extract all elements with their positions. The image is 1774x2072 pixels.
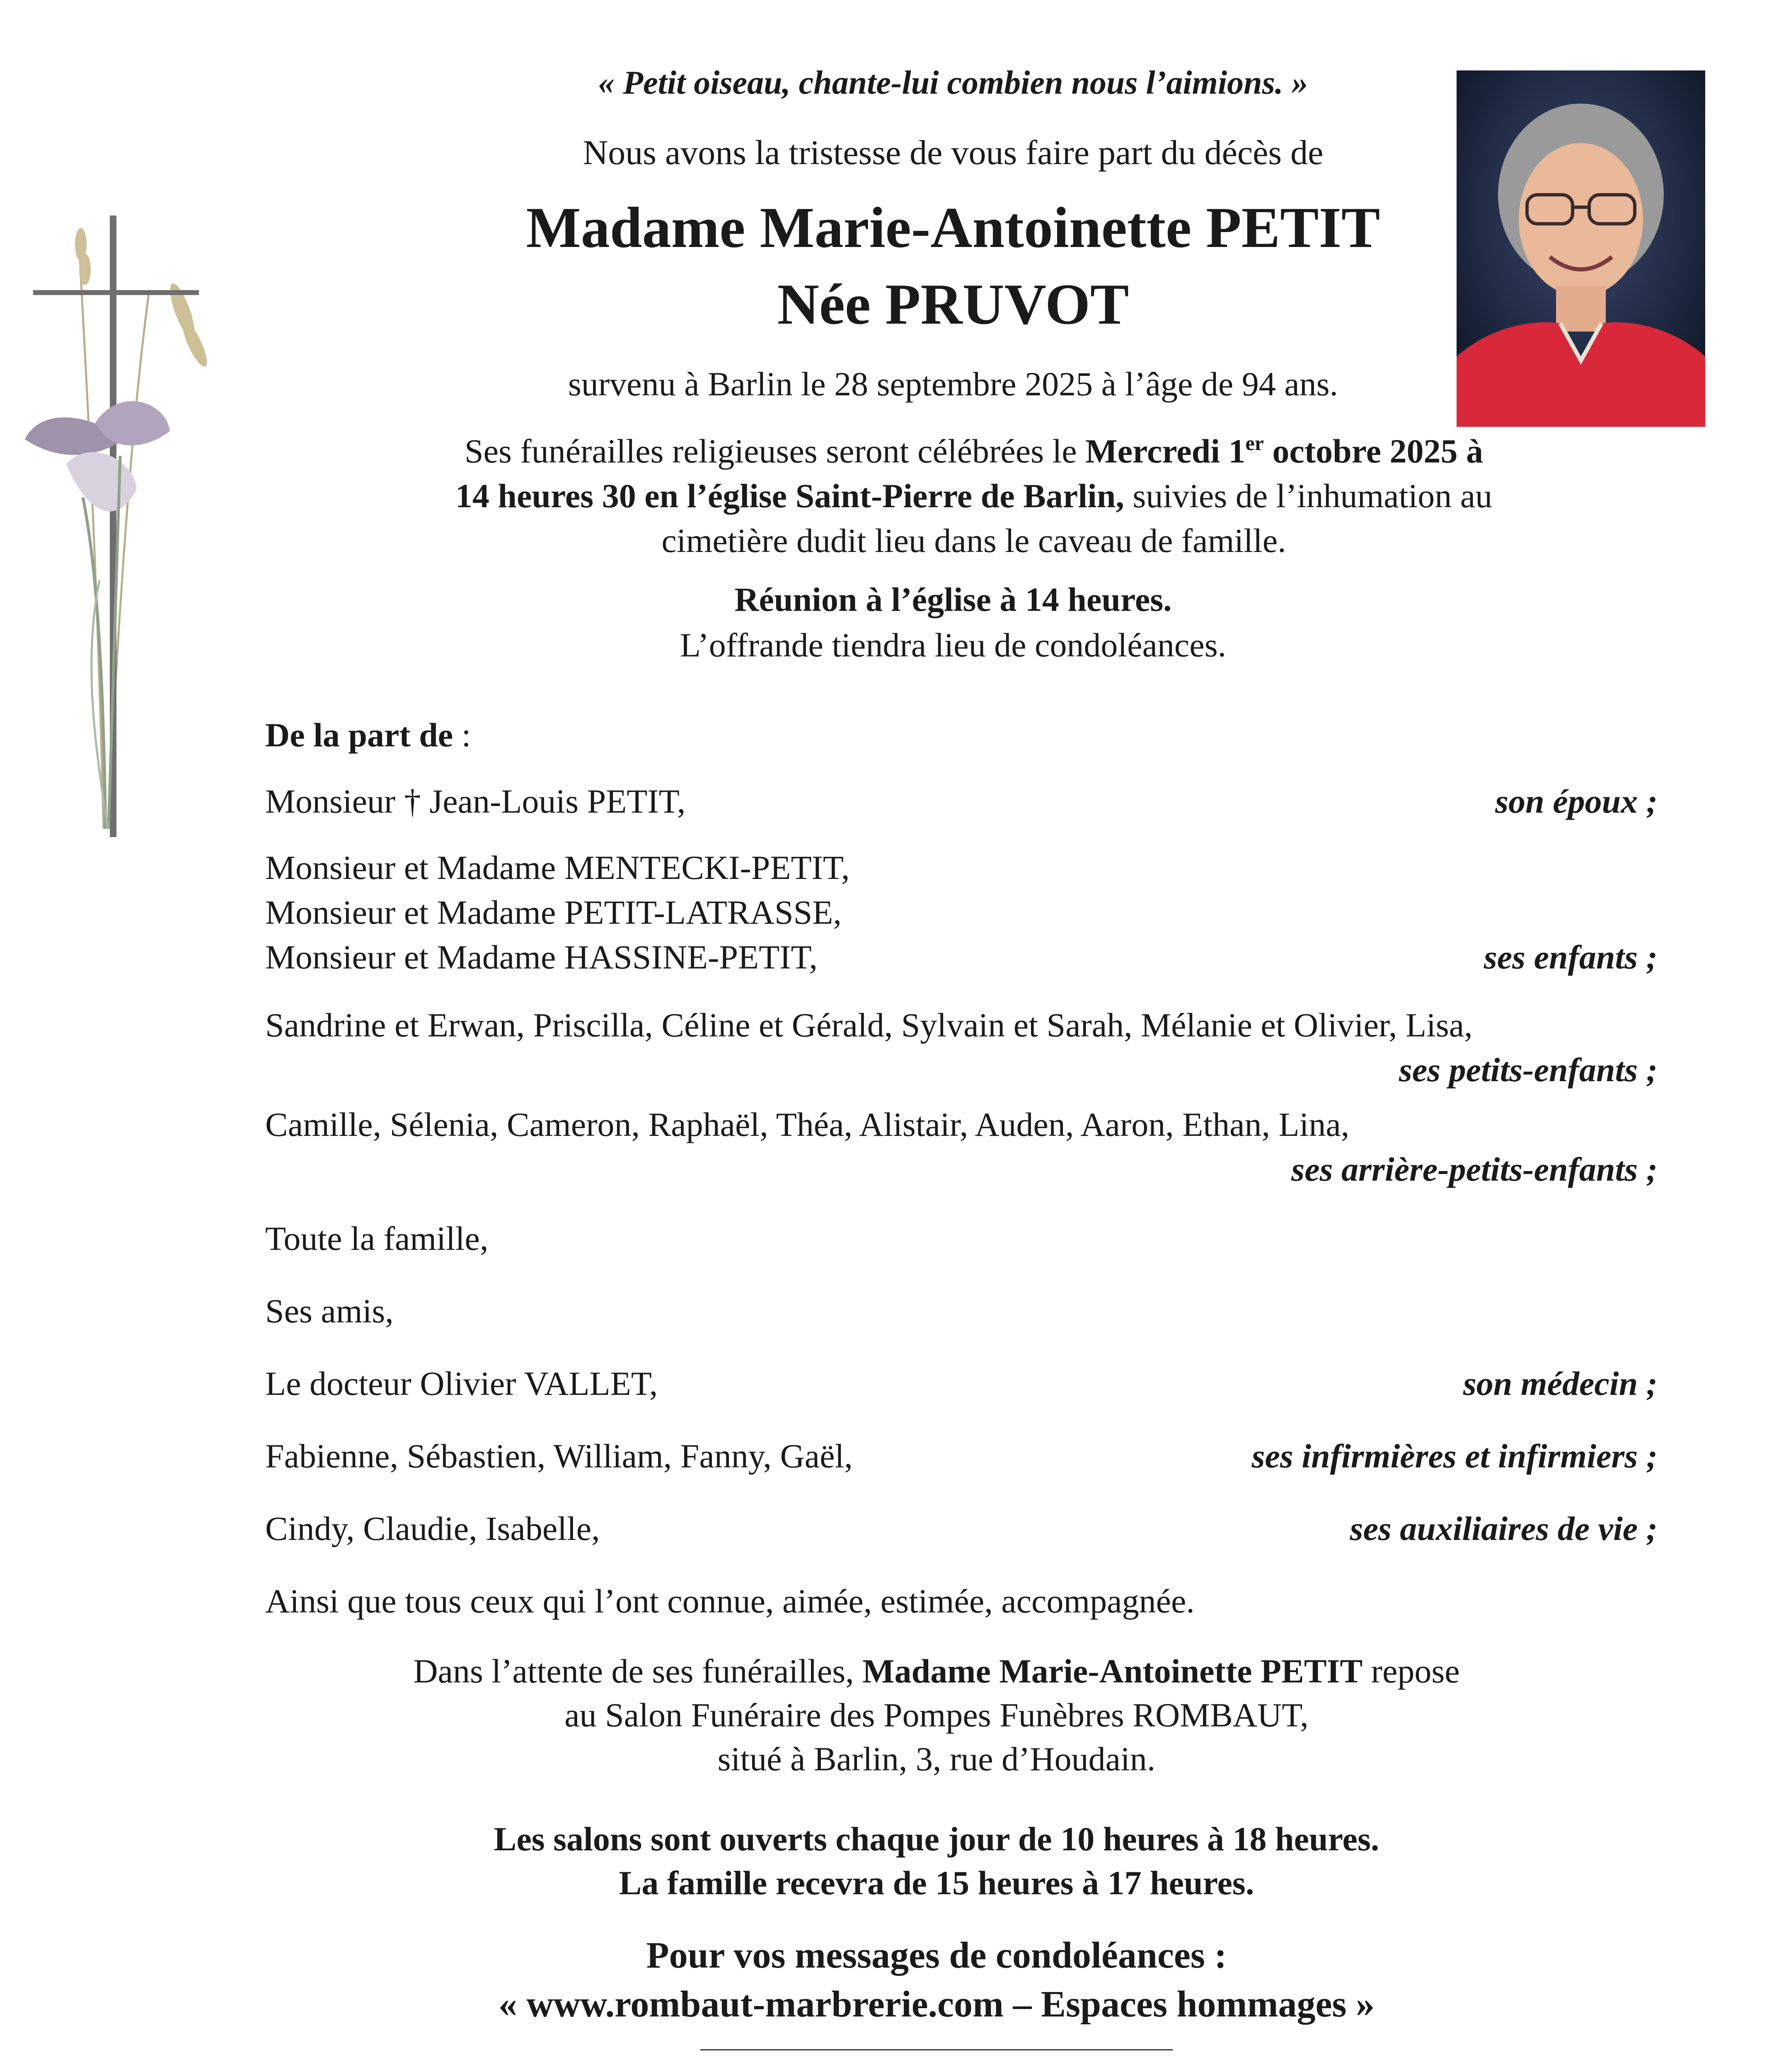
child-line: Monsieur et Madame MENTECKI-PETIT, xyxy=(265,849,850,886)
funeral-time-place: 14 heures 30 en l’église Saint-Pierre de Barlin, xyxy=(455,477,1124,515)
spouse-prefix: Monsieur xyxy=(265,782,404,820)
grandchildren-names: Sandrine et Erwan, Priscilla, Céline et Gérald, Sylvain et Sarah, Mélanie et Olivier, Lisa, xyxy=(265,1006,1473,1044)
spouse-name xyxy=(265,779,685,824)
nurses-relation: ses infirmières et infirmiers ; xyxy=(1251,1437,1658,1475)
death-details: survenu à Barlin le 28 septembre 2025 à l’âge de 94 ans. xyxy=(568,365,1338,403)
deceased-name: Madame Marie-Antoinette PETIT xyxy=(526,196,1380,260)
condolences-title: Pour vos messages de condoléances : xyxy=(646,1935,1227,1976)
friends: Ses amis, xyxy=(265,1292,394,1330)
condolences-website: « www.rombaut-marbrerie.com – Espaces hommages » xyxy=(499,1984,1375,2025)
funeral-date: Mercredi 1 xyxy=(1085,432,1246,470)
doctor-row xyxy=(265,1361,1658,1406)
family-heading-label: De la part de xyxy=(265,716,453,754)
maiden-name: Née PRUVOT xyxy=(777,272,1129,336)
date-ordinal: er xyxy=(1245,431,1264,455)
church-meeting: Réunion à l’église à 14 heures. xyxy=(734,581,1172,618)
quote: « Petit oiseau, chante-lui combien nous l’aimions. » xyxy=(598,65,1308,101)
spouse-row xyxy=(265,779,1658,824)
funeral-date-month: octobre 2025 à xyxy=(1263,432,1483,470)
child-line: Monsieur et Madame PETIT-LATRASSE, xyxy=(265,893,842,931)
footer-divider xyxy=(700,2049,1173,2050)
visitation-line-2: au Salon Funéraire des Pompes Funèbres ROMBAUT, xyxy=(564,1696,1309,1734)
great-grandchildren-block xyxy=(265,1102,1658,1192)
child-line-last xyxy=(265,935,1658,980)
funeral-text: Ses funérailles religieuses seront célébrées le xyxy=(465,432,1086,470)
offering-note: L’offrande tiendra lieu de condoléances. xyxy=(680,626,1227,664)
intro-text: Nous avons la tristesse de vous faire part du décès de xyxy=(583,133,1324,172)
great-grandchildren-names: Camille, Sélenia, Cameron, Raphaël, Théa, Alistair, Auden, Aaron, Ethan, Lina, xyxy=(265,1106,1350,1143)
visitation-name: Madame Marie-Antoinette PETIT xyxy=(862,1652,1363,1690)
funeral-details xyxy=(290,429,1658,563)
opening-hours xyxy=(249,1817,1624,1905)
aides-names: Cindy, Claudie, Isabelle, xyxy=(265,1510,600,1547)
visitation-text: Dans l’attente de ses funérailles, xyxy=(413,1652,863,1690)
funeral-line-3: cimetière dudit lieu dans le caveau de famille. xyxy=(661,522,1286,559)
children-relation: ses enfants ; xyxy=(1484,938,1658,976)
salons-hours: Les salons sont ouverts chaque jour de 10 heures à 18 heures. xyxy=(494,1820,1380,1858)
aides-relation: ses auxiliaires de vie ; xyxy=(1350,1510,1658,1547)
visitation-line-3: situé à Barlin, 3, rue d’Houdain. xyxy=(717,1740,1156,1778)
condolences-info xyxy=(249,1931,1624,2029)
cross-flower-decoration xyxy=(0,207,232,870)
funeral-line-2 xyxy=(290,474,1658,518)
deceased-cross-icon: † xyxy=(404,782,421,820)
doctor-name: Le docteur Olivier VALLET, xyxy=(265,1365,658,1402)
family-heading-colon: : xyxy=(453,716,471,754)
family-reception-hours: La famille recevra de 15 heures à 17 heures. xyxy=(619,1864,1254,1902)
spouse-relation: son époux ; xyxy=(1495,782,1658,820)
spouse-full-name: Jean-Louis PETIT, xyxy=(421,782,686,820)
doctor-relation: son médecin ; xyxy=(1463,1365,1658,1402)
funeral-burial-text: suivies de l’inhumation au xyxy=(1124,477,1493,515)
visitation-line-1 xyxy=(249,1649,1624,1693)
grandchildren-block xyxy=(265,1003,1658,1092)
family-heading xyxy=(265,713,1658,758)
children-block xyxy=(265,845,1658,980)
cross-lily-icon xyxy=(0,207,232,870)
great-grandchildren-relation: ses arrière-petits-enfants ; xyxy=(1291,1150,1658,1188)
nurses-names: Fabienne, Sébastien, William, Fanny, Gaël, xyxy=(265,1437,853,1475)
aides-row xyxy=(265,1506,1658,1551)
grandchildren-relation: ses petits-enfants ; xyxy=(1399,1051,1658,1089)
child-name: Monsieur et Madame HASSINE-PETIT, xyxy=(265,938,818,976)
whole-family: Toute la famille, xyxy=(265,1220,489,1257)
visitation-repose: repose xyxy=(1363,1652,1460,1690)
nurses-row xyxy=(265,1434,1658,1479)
funeral-line-1 xyxy=(290,429,1658,474)
all-others: Ainsi que tous ceux qui l’ont connue, aimée, estimée, accompagnée. xyxy=(265,1582,1195,1620)
visitation-details xyxy=(249,1649,1624,1781)
